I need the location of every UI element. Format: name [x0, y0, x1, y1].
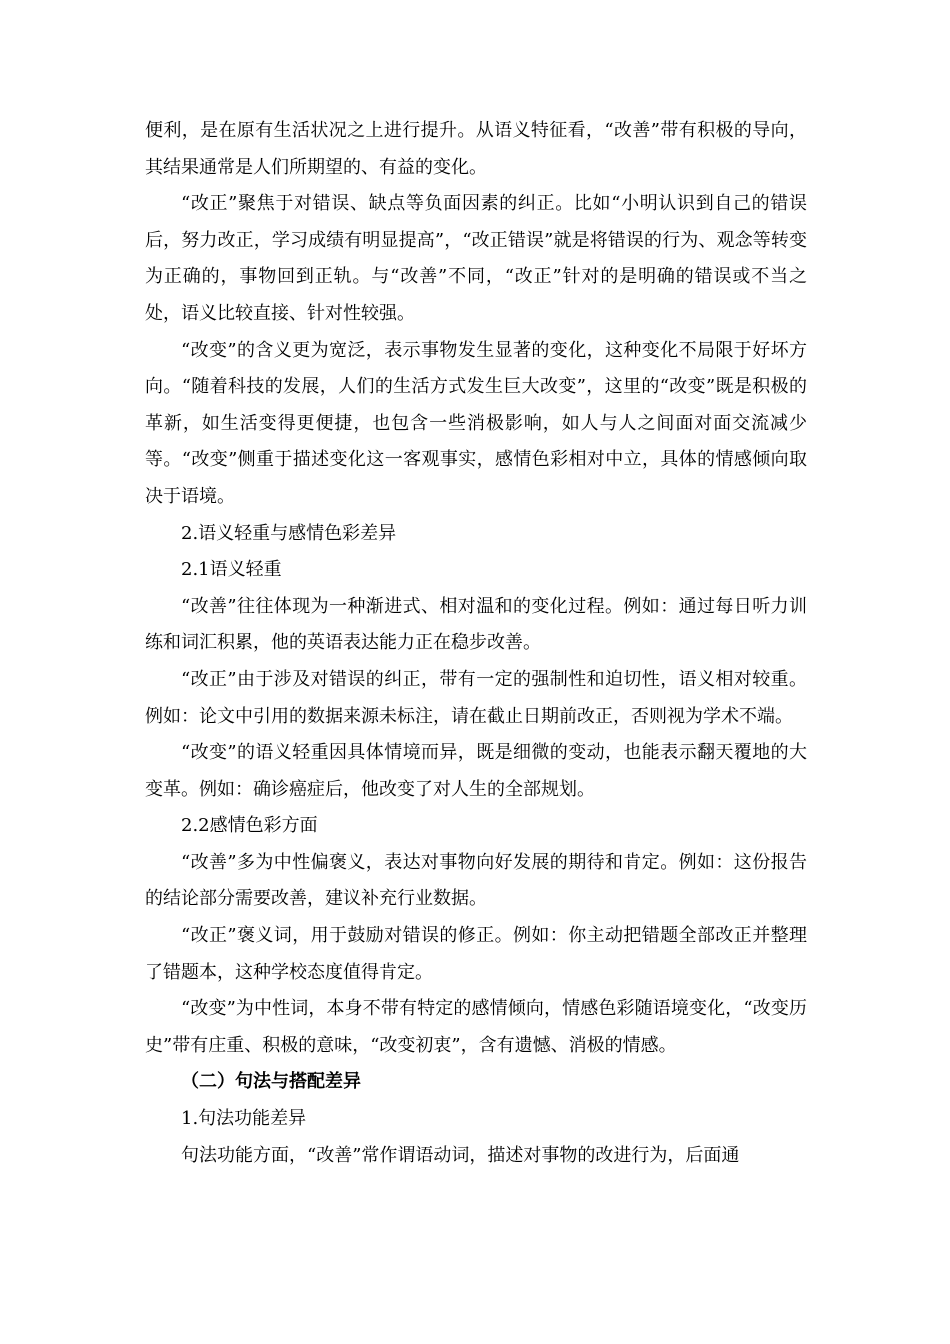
paragraph-gaizheng-weight: “改正”由于涉及对错误的纠正，带有一定的强制性和迫切性，语义相对较重。例如：论文中引用的数据来源未标注，请在截止日期前改正，否则视为学术不端。 [145, 668, 807, 727]
paragraph-gaibian-meaning: “改变”的含义更为宽泛，表示事物发生显著的变化，这种变化不局限于好坏方向。“随着科技的发展，人们的生活方式发生巨大改变”，这里的“改变”既是积极的革新，如生活变得更便捷，也包含一些消极影响，如人与人之间面对面交流减少等。“改变”侧重于描述变化这一客观事实，感情色彩相对中立，具体的情感倾向取决于语境。 [145, 339, 807, 507]
subsection-heading-syntactic-function: 1.句法功能差异 [181, 1108, 307, 1130]
section-heading-semantic-weight-and-color: 2.语义轻重与感情色彩差异 [181, 522, 397, 544]
paragraph-gaibian-color: “改变”为中性词，本身不带有特定的感情倾向，情感色彩随语境变化，“改变历史”带有庄重、积极的意味，“改变初衷”，含有遗憾、消极的情感。 [145, 998, 807, 1056]
subsection-heading-emotional-color: 2.2感情色彩方面 [181, 815, 318, 837]
paragraph-gaizheng-meaning: “改正”聚焦于对错误、缺点等负面因素的纠正。比如“小明认识到自己的错误后，努力改正，学习成绩有明显提高”，“改正错误”就是将错误的行为、观念等转变为正确的，事物回到正轨。与“改善”不同，“改正”针对的是明确的错误或不当之处，语义比较直接、针对性较强。 [145, 193, 807, 324]
paragraph-gaishan-color: “改善”多为中性偏褒义，表达对事物向好发展的期待和肯定。例如：这份报告的结论部分需要改善，建议补充行业数据。 [145, 851, 807, 910]
document-body [145, 113, 807, 1174]
section-heading-syntax-and-collocation: （二）句法与搭配差异 [181, 1071, 361, 1093]
paragraph-gaibian-weight: “改变”的语义轻重因具体情境而异，既是细微的变动，也能表示翻天覆地的大变革。例如：确诊癌症后，他改变了对人生的全部规划。 [145, 742, 807, 800]
paragraph-gaishan-weight: “改善”往往体现为一种渐进式、相对温和的变化过程。例如：通过每日听力训练和词汇积累，他的英语表达能力正在稳步改善。 [145, 595, 807, 654]
subsection-heading-semantic-weight: 2.1语义轻重 [181, 559, 282, 581]
paragraph-gaizheng-color: “改正”褒义词，用于鼓励对错误的修正。例如：你主动把错题全部改正并整理了错题本，这种学校态度值得肯定。 [145, 925, 807, 983]
paragraph-syntactic-function: 句法功能方面，“改善”常作谓语动词，描述对事物的改进行为，后面通 [181, 1144, 740, 1166]
paragraph-continuation: 便利，是在原有生活状况之上进行提升。从语义特征看，“改善”带有积极的导向，其结果通常是人们所期望的、有益的变化。 [145, 120, 807, 178]
